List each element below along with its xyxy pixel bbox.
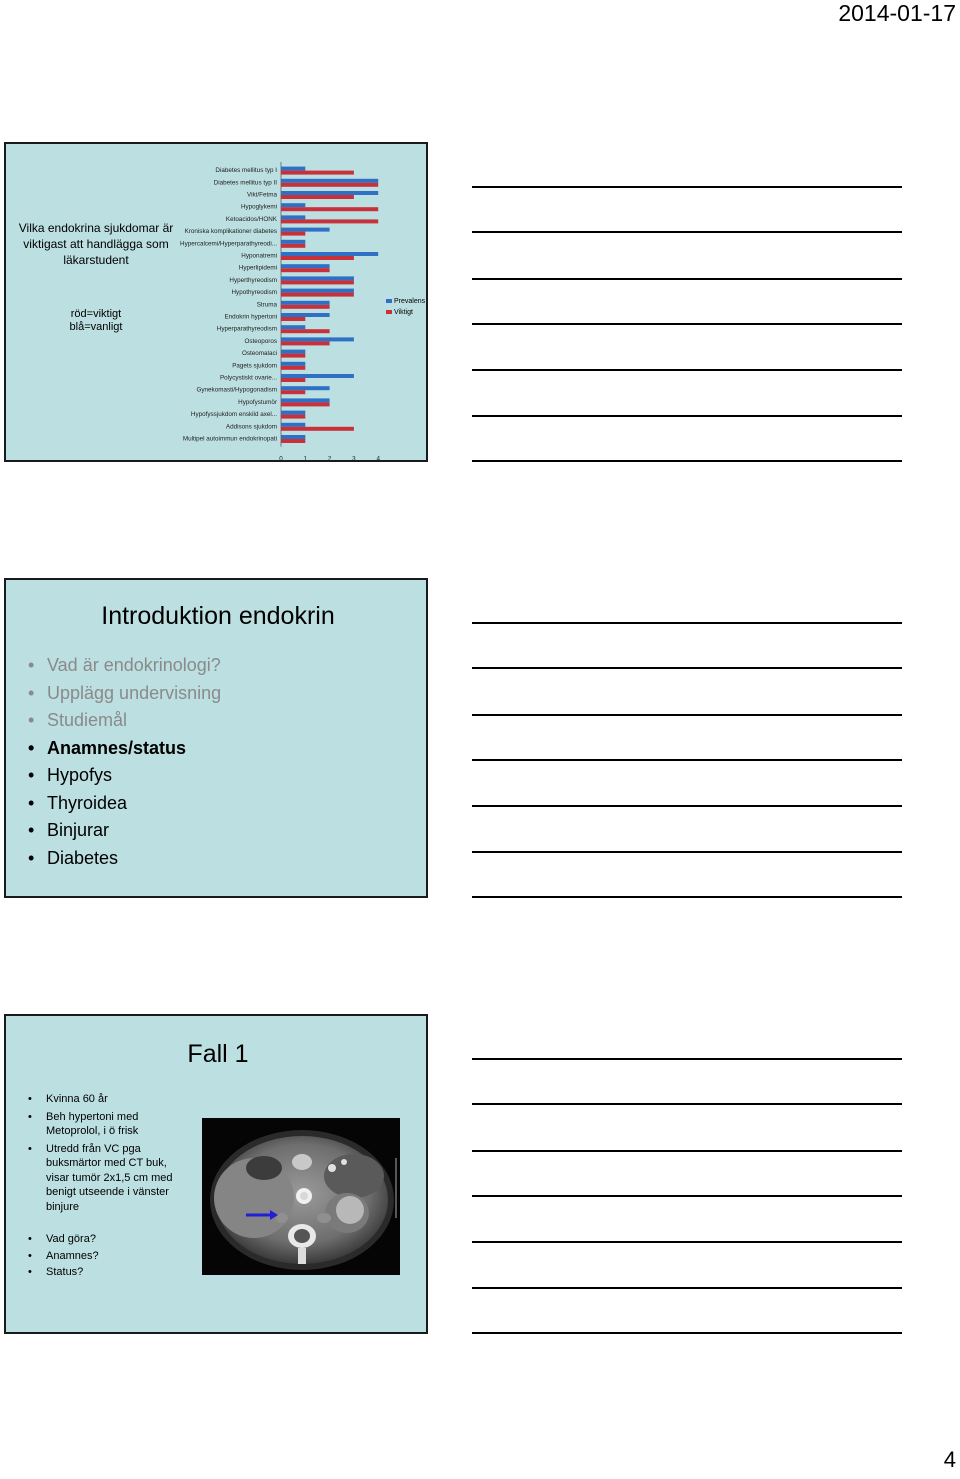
slide-2-title: Introduktion endokrin <box>101 602 335 630</box>
note-line <box>472 622 902 624</box>
bar-prevalens <box>281 203 305 207</box>
bar-viktigt <box>281 244 305 248</box>
category-label: Addisons sjukdom <box>225 423 277 431</box>
list-item: • Studiemål <box>28 707 221 735</box>
bar-prevalens <box>281 179 378 183</box>
chart-legend <box>386 296 425 318</box>
bar-prevalens <box>281 362 305 366</box>
note-line <box>472 323 902 325</box>
category-label: Diabetes mellitus typ II <box>213 179 277 187</box>
list-item: • Kvinna 60 år <box>28 1092 188 1107</box>
bar-prevalens <box>281 276 354 280</box>
slide-1-title: Vilka endokrina sjukdomar är viktigast att handlägga som läkarstudent <box>18 221 174 267</box>
bar-prevalens <box>281 374 354 378</box>
note-line <box>472 1287 902 1289</box>
bar-prevalens <box>281 215 305 219</box>
bar-prevalens <box>281 411 305 415</box>
slide-3-bullets-case <box>28 1092 188 1217</box>
slide-3-bullets-questions <box>28 1232 188 1282</box>
bar-prevalens <box>281 240 305 244</box>
bar-viktigt <box>281 390 305 394</box>
note-line <box>472 415 902 417</box>
bar-prevalens <box>281 398 330 402</box>
bar-prevalens <box>281 252 378 256</box>
note-line <box>472 851 902 853</box>
page-date: 2014-01-17 <box>838 0 956 26</box>
slide-3-title: Fall 1 <box>187 1040 249 1068</box>
category-label: Ketoacidos/HONK <box>225 215 277 223</box>
bar-prevalens <box>281 423 305 427</box>
note-line <box>472 1058 902 1060</box>
legend-label-prevalens: Prevalens <box>394 298 426 305</box>
category-label: Hypercalcemi/Hyperparathyreodi... <box>180 240 277 248</box>
list-item: • Hypofys <box>28 762 221 790</box>
legend-label-viktigt: Viktigt <box>394 309 413 316</box>
category-label: Pagets sjukdom <box>232 362 277 370</box>
category-label: Vikt/Fetma <box>247 191 277 199</box>
bar-viktigt <box>281 268 330 272</box>
bar-viktigt <box>281 366 305 370</box>
bar-prevalens <box>281 435 305 439</box>
note-line <box>472 1241 902 1243</box>
x-tick-label: 2 <box>327 455 332 463</box>
bar-viktigt <box>281 341 330 345</box>
bar-viktigt <box>281 232 305 236</box>
slide-2-bullets <box>28 652 221 872</box>
note-line <box>472 1150 902 1152</box>
note-line <box>472 1332 902 1334</box>
bar-viktigt <box>281 317 305 321</box>
bar-prevalens <box>281 228 330 232</box>
x-tick-label: 3 <box>352 455 356 463</box>
note-line <box>472 369 902 371</box>
bar-viktigt <box>281 280 354 284</box>
key-red: röd=viktigt <box>70 308 122 320</box>
category-label: Hypofystumör <box>238 398 277 406</box>
bar-viktigt <box>281 171 354 175</box>
bar-prevalens <box>281 191 378 195</box>
key-blue: blå=vanligt <box>69 321 123 333</box>
bar-chart <box>6 144 428 462</box>
note-line <box>472 896 902 898</box>
bar-viktigt <box>281 354 305 358</box>
category-label: Osteomalaci <box>242 350 277 358</box>
bar-viktigt <box>281 439 305 443</box>
category-label: Hypofyssjukdom enskild axel... <box>190 411 277 419</box>
bar-viktigt <box>281 378 305 382</box>
category-label: Struma <box>256 301 277 309</box>
category-label: Kroniska komplikationer diabetes <box>184 228 277 236</box>
bar-viktigt <box>281 256 354 260</box>
list-item: • Upplägg undervisning <box>28 680 221 708</box>
bar-viktigt <box>281 415 305 419</box>
category-label: Osteoporos <box>244 337 277 345</box>
legend-swatch-red <box>386 310 392 314</box>
bar-viktigt <box>281 207 378 211</box>
x-tick-label: 0 <box>279 455 283 463</box>
note-line <box>472 186 902 188</box>
list-item: • Thyroidea <box>28 790 221 818</box>
category-label: Hyperparathyreodism <box>216 325 277 333</box>
list-item: • Diabetes <box>28 845 221 873</box>
note-line <box>472 805 902 807</box>
note-line <box>472 1103 902 1105</box>
list-item: • Anamnes? <box>28 1249 188 1264</box>
bar-viktigt <box>281 402 330 406</box>
category-label: Hyperlipidemi <box>238 264 277 272</box>
ct-scan-drawing <box>202 1118 400 1275</box>
bar-viktigt <box>281 427 354 431</box>
x-tick-label: 1 <box>303 455 308 463</box>
list-item: • Status? <box>28 1265 188 1280</box>
slide-2 <box>4 578 428 898</box>
bar-prevalens <box>281 264 330 268</box>
legend-swatch-blue <box>386 299 392 303</box>
category-label: Polycystiskt ovarie... <box>219 374 277 382</box>
note-line <box>472 667 902 669</box>
bar-viktigt <box>281 183 378 187</box>
category-label: Hyperthyreodism <box>229 276 277 284</box>
note-line <box>472 278 902 280</box>
legend-item-viktigt <box>386 307 425 318</box>
note-line <box>472 231 902 233</box>
list-item: • Vad göra? <box>28 1232 188 1247</box>
bar-prevalens <box>281 350 305 354</box>
note-line <box>472 759 902 761</box>
bar-viktigt <box>281 219 378 223</box>
list-item: • Anamnes/status <box>28 735 221 763</box>
bar-prevalens <box>281 301 330 305</box>
ct-scan-image <box>202 1118 400 1275</box>
slide-1 <box>4 142 428 462</box>
category-label: Gynekomasti/Hypogonadism <box>196 386 277 394</box>
note-line <box>472 460 902 462</box>
x-tick-label: 4 <box>376 455 380 463</box>
page-number: 4 <box>943 1447 956 1472</box>
note-line <box>472 1195 902 1197</box>
bar-prevalens <box>281 289 354 293</box>
category-label: Hyponatremi <box>241 252 277 260</box>
category-label: Hypothyreodism <box>231 289 277 297</box>
legend-item-prevalens <box>386 296 425 307</box>
list-item: • Vad är endokrinologi? <box>28 652 221 680</box>
bar-prevalens <box>281 167 305 171</box>
bar-prevalens <box>281 386 330 390</box>
category-label: Hypoglykemi <box>240 203 277 211</box>
category-label: Diabetes mellitus typ I <box>215 167 277 175</box>
list-item: • Utredd från VC pga buksmärtor med CT buk, visar tumör 2x1,5 cm med benigt utseende i vänster binjure <box>28 1142 188 1215</box>
bar-prevalens <box>281 337 354 341</box>
bar-viktigt <box>281 305 330 309</box>
slide-3 <box>4 1014 428 1334</box>
bar-viktigt <box>281 293 354 297</box>
bar-prevalens <box>281 313 330 317</box>
category-label: Endokrin hypertoni <box>224 313 277 321</box>
note-line <box>472 714 902 716</box>
category-label: Multipel autoimmun endokrinopati <box>182 435 277 443</box>
bar-viktigt <box>281 329 330 333</box>
list-item: • Binjurar <box>28 817 221 845</box>
bar-viktigt <box>281 195 354 199</box>
bar-prevalens <box>281 325 305 329</box>
list-item: • Beh hypertoni med Metoprolol, i ö frisk <box>28 1110 188 1139</box>
